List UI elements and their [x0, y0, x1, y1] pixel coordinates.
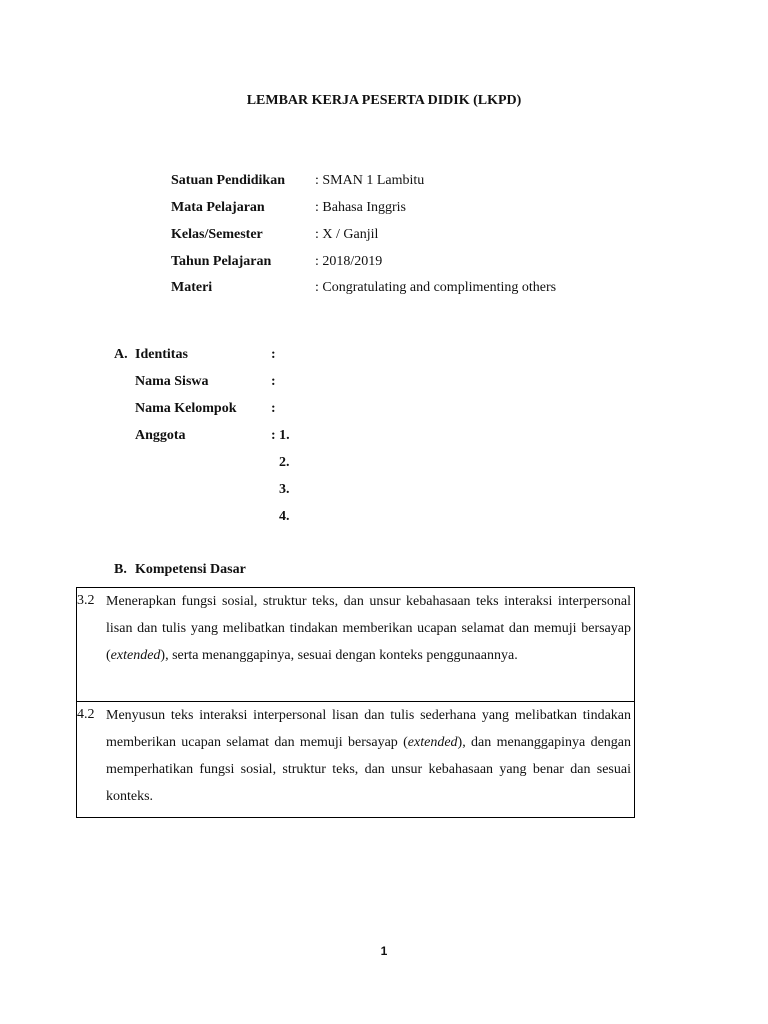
kd-number: 3.2 — [77, 593, 95, 608]
kd-number: 4.2 — [77, 707, 95, 722]
kd-text-part: Menyusun teks interaksi interpersonal lisan dan tulis sederhana yang melibatkan tindakan memberikan ucapan selamat dan memuji bersayap ( — [106, 708, 631, 750]
member-number-4: 4. — [279, 509, 290, 524]
page-number: 1 — [380, 944, 388, 958]
info-value-mapel: : Bahasa Inggris — [315, 200, 406, 215]
kd-text — [106, 702, 631, 810]
kd-text-part: ), serta menanggapinya, sesuai dengan konteks penggunaannya. — [160, 648, 518, 663]
info-label-tahun: Tahun Pelajaran — [171, 254, 272, 269]
section-b-heading: Kompetensi Dasar — [135, 562, 246, 577]
section-a-heading: Identitas — [135, 347, 188, 362]
field-label-anggota: Anggota — [135, 428, 186, 443]
field-colon-nama-siswa: : — [271, 374, 276, 389]
section-a-marker: A. — [114, 347, 128, 362]
field-colon-nama-kelompok: : — [271, 401, 276, 416]
field-label-nama-kelompok: Nama Kelompok — [135, 401, 237, 416]
info-label-kelas: Kelas/Semester — [171, 227, 263, 242]
member-number-2: 2. — [279, 455, 290, 470]
info-value-tahun: : 2018/2019 — [315, 254, 383, 269]
kd-text-part: ), dan menanggapinya dengan memperhatikan fungsi sosial, struktur teks, dan unsur kebahasaan yang benar dan sesuai konteks. — [106, 735, 631, 804]
kompetensi-dasar-table — [76, 587, 635, 818]
document-title: LEMBAR KERJA PESERTA DIDIK (LKPD) — [246, 93, 522, 108]
field-label-nama-siswa: Nama Siswa — [135, 374, 209, 389]
kd-text — [106, 588, 631, 669]
kd-text-part: Menerapkan fungsi sosial, struktur teks, dan unsur kebahasaan teks interaksi interpersonal lisan dan tulis yang melibatkan tindakan memberikan ucapan selamat dan memuji bersayap ( — [106, 594, 631, 663]
field-colon-anggota: : 1. — [271, 428, 290, 443]
section-a-heading-colon: : — [271, 347, 276, 362]
info-label-satuan: Satuan Pendidikan — [171, 173, 285, 188]
info-label-mapel: Mata Pelajaran — [171, 200, 265, 215]
info-label-materi: Materi — [171, 280, 213, 295]
kd-text-italic: extended — [110, 648, 161, 663]
info-value-kelas: : X / Ganjil — [315, 227, 379, 242]
kd-text-italic: extended — [407, 735, 458, 750]
info-value-materi: : Congratulating and complimenting others — [315, 280, 557, 295]
member-number-3: 3. — [279, 482, 290, 497]
section-b-marker: B. — [114, 562, 127, 577]
info-value-satuan: : SMAN 1 Lambitu — [315, 173, 425, 188]
